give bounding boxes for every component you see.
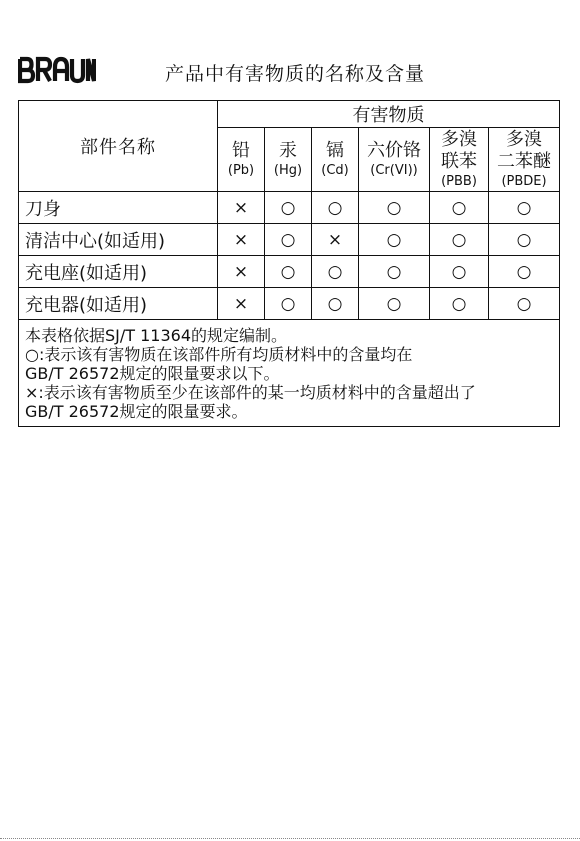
table-row — [19, 192, 560, 224]
note-line: 本表格依据SJ/T 11364的规定编制。 — [25, 326, 288, 345]
compliance-mark-cell — [430, 256, 489, 288]
compliance-mark: ○ — [327, 262, 343, 282]
note-line: ○:表示该有害物质在该部件所有均质材料中的含量均在 — [25, 345, 413, 364]
compliance-mark: ○ — [516, 294, 532, 314]
substance-name: 二苯醚 — [497, 151, 552, 172]
compliance-mark-cell — [489, 224, 560, 256]
compliance-mark: ○ — [280, 198, 296, 218]
compliance-mark-cell — [489, 192, 560, 224]
compliance-mark: ○ — [327, 198, 343, 218]
part-name-cell: 充电器(如适用) — [19, 288, 218, 320]
substance-name: 多溴 — [506, 129, 543, 150]
compliance-mark-cell — [265, 256, 312, 288]
compliance-mark: ○ — [451, 262, 467, 282]
compliance-mark-cell — [218, 288, 265, 320]
compliance-mark-cell — [359, 256, 430, 288]
header-row-group — [19, 101, 560, 128]
substance-header — [218, 128, 265, 192]
compliance-mark-cell — [489, 288, 560, 320]
substance-symbol: (PBB) — [441, 174, 477, 189]
compliance-mark: ○ — [386, 294, 402, 314]
part-name-cell: 刀身 — [19, 192, 218, 224]
compliance-mark-cell — [265, 288, 312, 320]
part-name-header: 部件名称 — [19, 101, 218, 192]
note-line: GB/T 26572规定的限量要求。 — [25, 402, 248, 421]
substance-name: 汞 — [279, 140, 297, 161]
page-edge-dotted-line — [0, 838, 580, 839]
hazardous-substances-table — [18, 100, 560, 427]
substance-header — [489, 128, 560, 192]
substance-symbol: (Cd) — [321, 163, 349, 178]
compliance-mark: ○ — [451, 198, 467, 218]
compliance-mark-cell — [312, 224, 359, 256]
compliance-mark-cell — [430, 224, 489, 256]
compliance-mark: × — [327, 230, 343, 250]
compliance-mark-cell — [359, 192, 430, 224]
part-name-cell: 充电座(如适用) — [19, 256, 218, 288]
compliance-mark: ○ — [516, 230, 532, 250]
compliance-mark-cell — [218, 256, 265, 288]
substance-symbol: (Pb) — [227, 163, 255, 178]
compliance-mark: ○ — [516, 198, 532, 218]
compliance-mark: ○ — [280, 230, 296, 250]
compliance-mark: ○ — [386, 230, 402, 250]
notes-row — [19, 320, 560, 427]
note-line: ×:表示该有害物质至少在该部件的某一均质材料中的含量超出了 — [25, 383, 476, 402]
part-name-cell: 清洁中心(如适用) — [19, 224, 218, 256]
compliance-mark-cell — [312, 192, 359, 224]
notes-cell — [19, 320, 560, 427]
compliance-mark-cell — [218, 192, 265, 224]
compliance-mark-cell — [265, 224, 312, 256]
compliance-mark-cell — [359, 288, 430, 320]
compliance-mark-cell — [312, 288, 359, 320]
substance-header — [359, 128, 430, 192]
substance-header — [265, 128, 312, 192]
substance-header — [430, 128, 489, 192]
compliance-mark-cell — [312, 256, 359, 288]
compliance-mark: ○ — [280, 294, 296, 314]
substance-name: 多溴 — [441, 129, 477, 150]
compliance-mark-cell — [218, 224, 265, 256]
substance-header — [312, 128, 359, 192]
substance-symbol: (Cr(VI)) — [370, 163, 418, 178]
table-row — [19, 224, 560, 256]
compliance-mark: ○ — [516, 262, 532, 282]
compliance-mark: × — [233, 262, 249, 282]
compliance-mark: × — [233, 230, 249, 250]
substance-name: 镉 — [326, 140, 344, 161]
compliance-mark: ○ — [386, 198, 402, 218]
hazardous-substances-header: 有害物质 — [218, 101, 560, 128]
compliance-mark-cell — [430, 288, 489, 320]
compliance-mark: ○ — [327, 294, 343, 314]
compliance-mark: ○ — [280, 262, 296, 282]
substance-symbol: (Hg) — [273, 163, 303, 178]
substance-name: 铅 — [232, 140, 250, 161]
substance-name: 联苯 — [441, 151, 477, 172]
compliance-mark: ○ — [451, 230, 467, 250]
compliance-mark-cell — [359, 224, 430, 256]
compliance-mark-cell — [430, 192, 489, 224]
substance-name: 六价铬 — [367, 140, 421, 161]
substance-symbol: (PBDE) — [501, 174, 547, 189]
compliance-mark-cell — [489, 256, 560, 288]
table-row — [19, 256, 560, 288]
compliance-mark: ○ — [451, 294, 467, 314]
compliance-mark: ○ — [386, 262, 402, 282]
note-line: GB/T 26572规定的限量要求以下。 — [25, 364, 280, 383]
compliance-mark: × — [233, 294, 249, 314]
document-title: 产品中有害物质的名称及含量 — [165, 63, 426, 85]
compliance-mark-cell — [265, 192, 312, 224]
compliance-mark: × — [233, 198, 249, 218]
table-row — [19, 288, 560, 320]
braun-logo — [18, 56, 96, 84]
